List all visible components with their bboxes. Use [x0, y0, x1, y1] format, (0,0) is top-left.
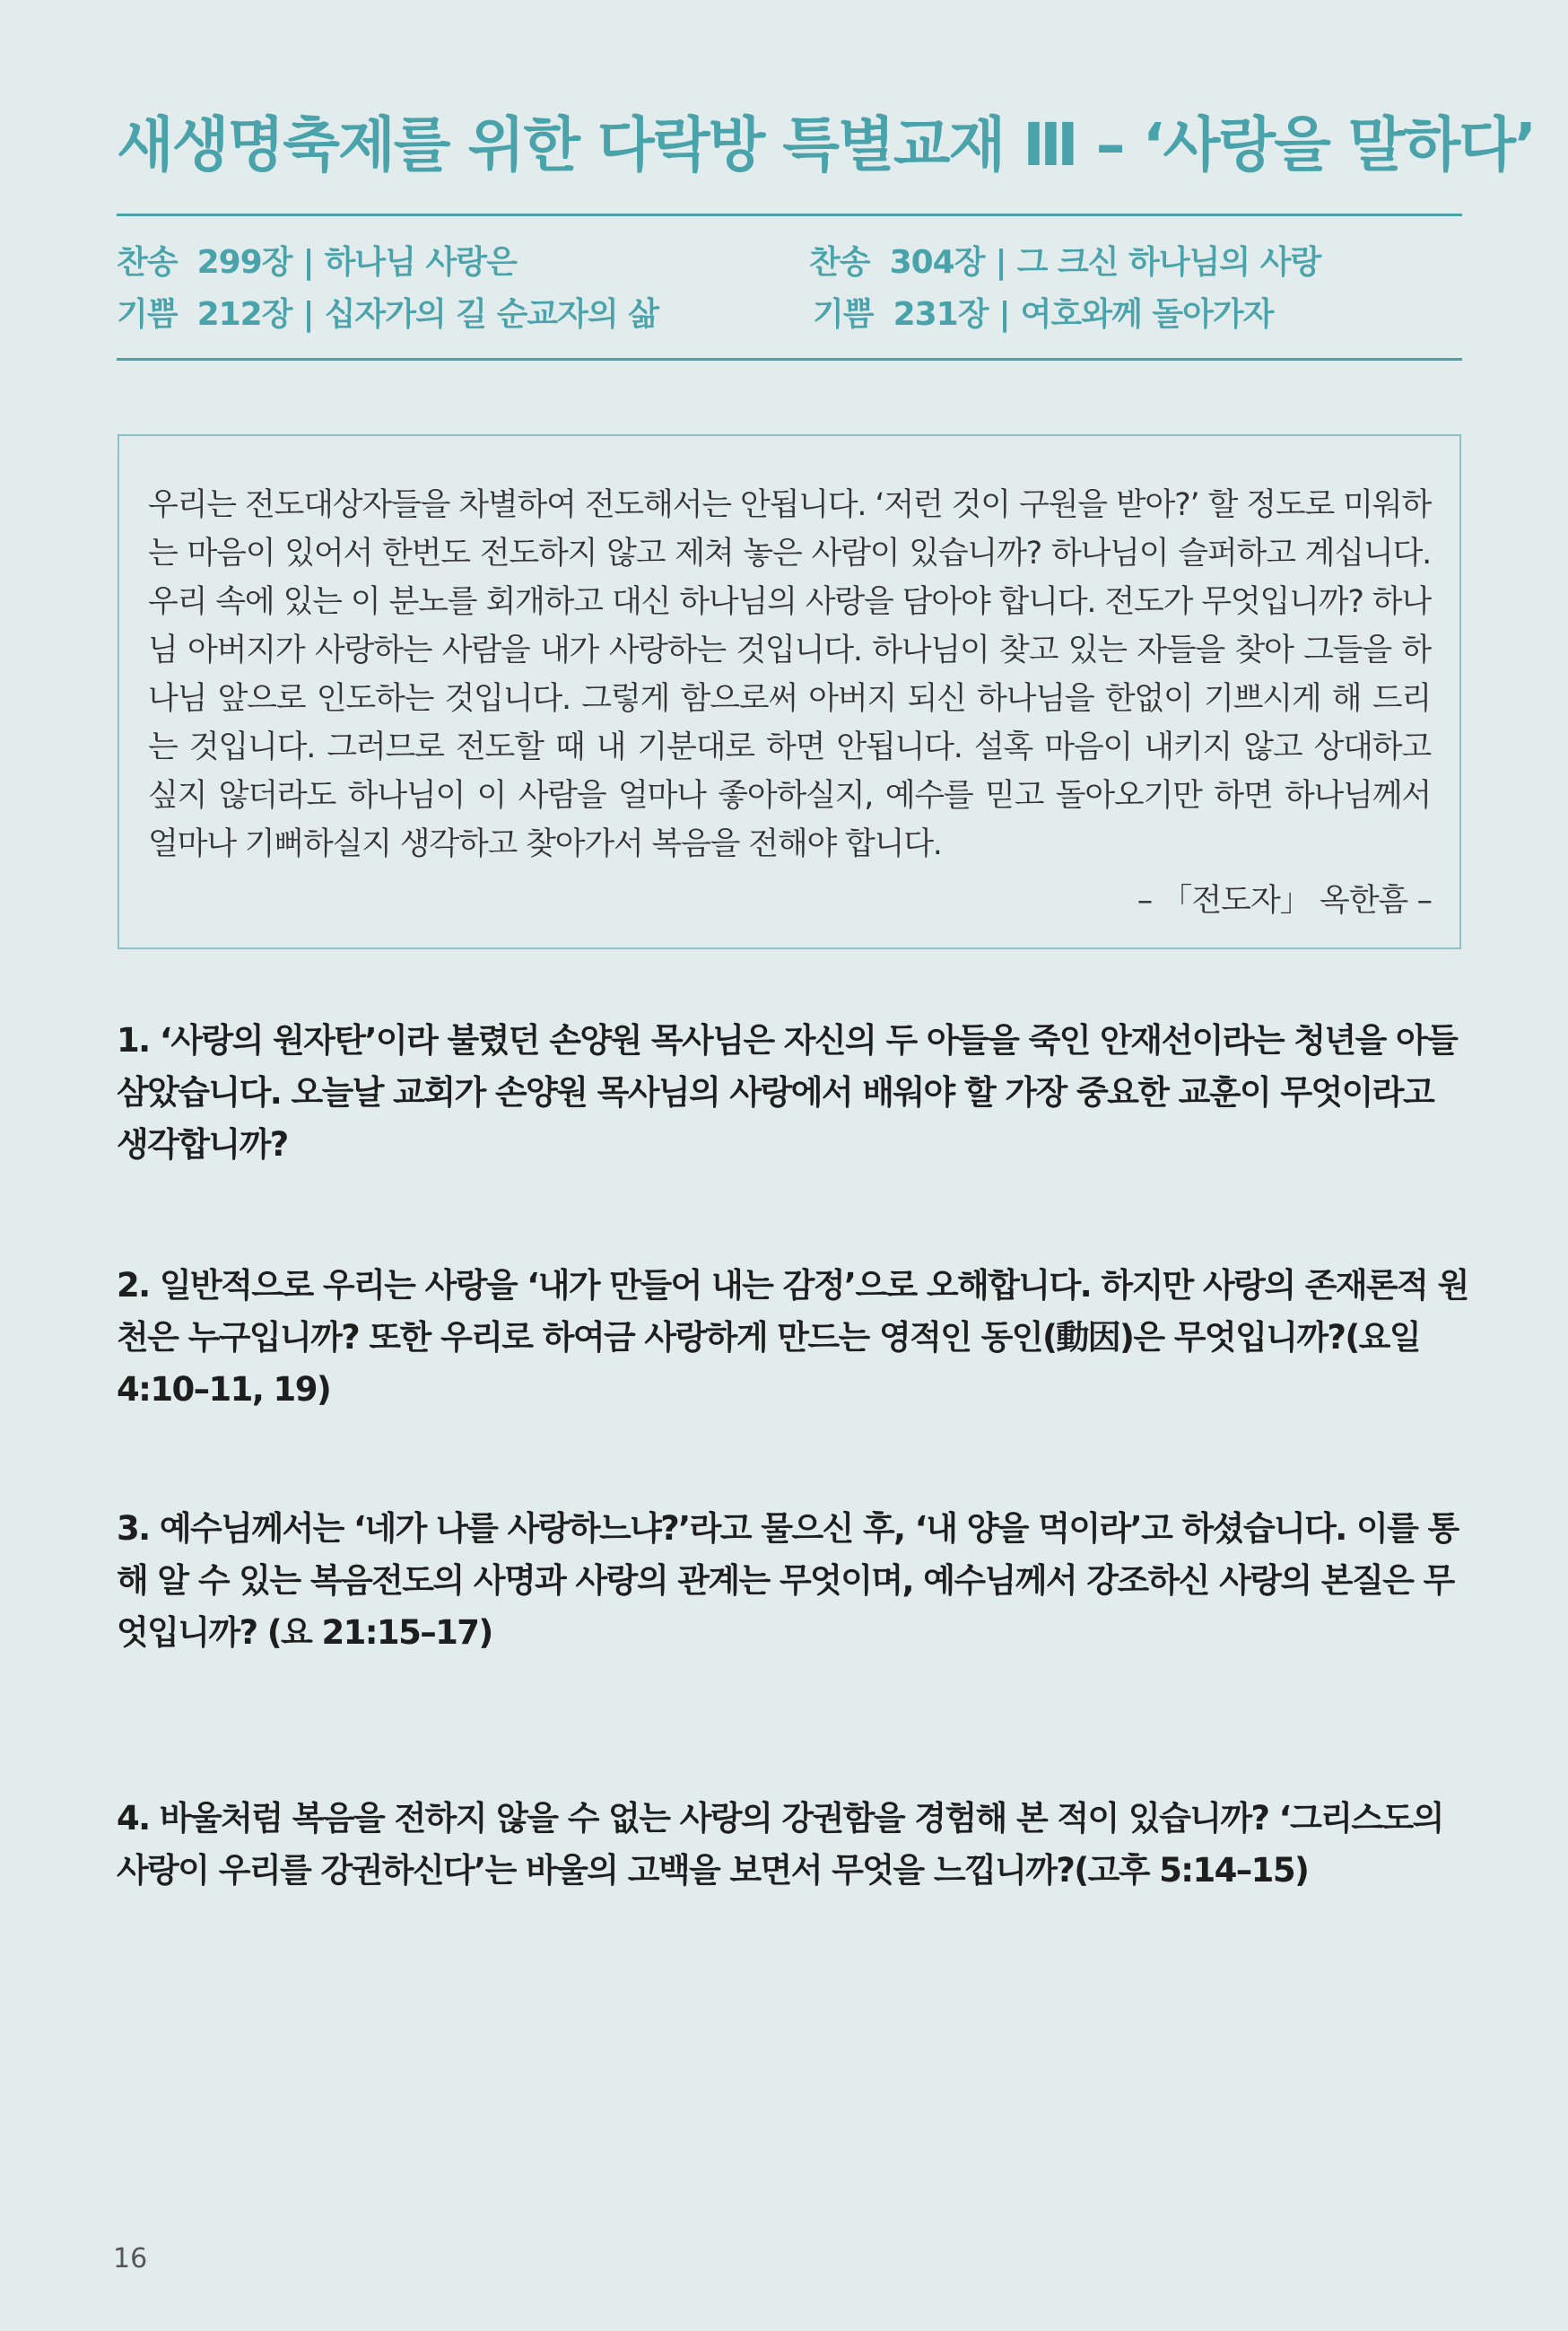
hymn-separator: | [995, 244, 1006, 281]
hymn-name: 하나님 사랑은 [324, 244, 517, 281]
hymn-separator: | [998, 296, 1010, 333]
hymn-item [117, 237, 517, 283]
hymn-item [117, 289, 658, 335]
question-item: 2. 일반적으로 우리는 사랑을 ‘내가 만들어 내는 감정’으로 오해합니다. 하지만 사랑의 존재론적 원천은 누구입니까? 또한 우리로 하여금 사랑하게 만드는 영적인 동인(動因)은 무엇입니까?(요일 4:10–11, 19) [117, 1266, 1468, 1409]
hymn-item [809, 237, 1320, 283]
question-item: 4. 바울처럼 복음을 전하지 않을 수 없는 사랑의 강권함을 경험해 본 적이 있습니까? ‘그리스도의 사랑이 우리를 강권하신다’는 바울의 고백을 보면서 무엇을 느낍니까?(고후 5:14–15) [117, 1799, 1443, 1890]
hymn-number: 231장 [893, 296, 989, 333]
hymn-type: 찬송 [117, 244, 178, 281]
hymn-type: 기쁨 [117, 296, 178, 333]
quote-source: – 「전도자」 옥한흠 – [1137, 883, 1432, 919]
bottom-divider [117, 358, 1462, 361]
hymn-number: 304장 [889, 244, 985, 281]
hymn-item [813, 289, 1273, 335]
top-divider [117, 214, 1462, 216]
hymn-name: 여호와께 돌아가자 [1020, 296, 1274, 333]
hymn-name: 그 크신 하나님의 사랑 [1016, 244, 1321, 281]
hymn-number: 299장 [196, 244, 292, 281]
hymn-separator: | [302, 296, 314, 333]
page-title: 새생명축제를 위한 다락방 특별교재 Ⅲ – ‘사랑을 말하다’ [117, 110, 1536, 179]
hymn-name: 십자가의 길 순교자의 삶 [324, 296, 659, 333]
question-item: 3. 예수님께서는 ‘네가 나를 사랑하느냐?’라고 물으신 후, ‘내 양을 먹이라’고 하셨습니다. 이를 통해 알 수 있는 복음전도의 사명과 사랑의 관계는 무엇이며, 예수님께서 강조하신 사랑의 본질은 무엇입니까? (요 21:15–17) [117, 1509, 1459, 1652]
hymn-number: 212장 [196, 296, 292, 333]
hymn-type: 기쁨 [813, 296, 874, 333]
question-item: 1. ‘사랑의 원자탄’이라 불렸던 손양원 목사님은 자신의 두 아들을 죽인 안재선이라는 청년을 아들 삼았습니다. 오늘날 교회가 손양원 목사님의 사랑에서 배워야 할 가장 중요한 교훈이 무엇이라고 생각합니까? [117, 1021, 1458, 1164]
hymn-type: 찬송 [809, 244, 870, 281]
page-number: 16 [113, 2243, 148, 2274]
quote-text: 우리는 전도대상자들을 차별하여 전도해서는 안됩니다. ‘저런 것이 구원을 받아?’ 할 정도로 미워하는 마음이 있어서 한번도 전도하지 않고 제쳐 놓은 사람이 있습니까? 하나님이 슬퍼하고 계십니다. 우리 속에 있는 이 분노를 회개하고 대신 하나님의 사랑을 담아야 합니다. 전도가 무엇입니까? 하나님 아버지가 사랑하는 사람을 내가 사랑하는 것입니다. 하나님이 찾고 있는 자들을 찾아 그들을 하나님 앞으로 인도하는 것입니다. 그렇게 함으로써 아버지 되신 하나님을 한없이 기쁘시게 해 드리는 것입니다. 그러므로 전도할 때 내 기분대로 하면 안됩니다. 설혹 마음이 내키지 않고 상대하고 싶지 않더라도 하나님이 이 사람을 얼마나 좋아하실지, 예수를 믿고 돌아오기만 하면 하나님께서 얼마나 기뻐하실지 생각하고 찾아가서 복음을 전해야 합니다. [148, 487, 1431, 862]
hymn-separator: | [302, 244, 314, 281]
